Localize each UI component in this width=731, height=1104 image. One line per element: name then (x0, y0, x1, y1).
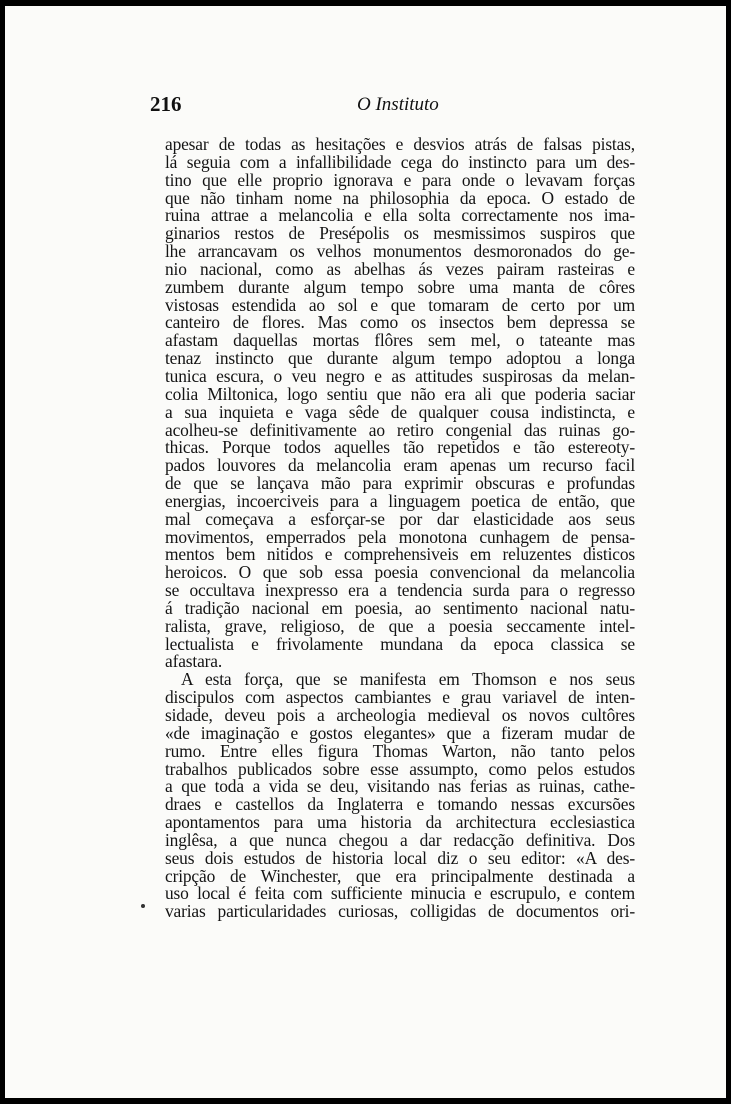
text-line: ralista, grave, religioso, de que a poesia seccamente intel- (165, 615, 635, 636)
text-line: «de imaginação e gostos elegantes» que a fizeram mudar de (165, 722, 635, 743)
text-line: vistosas estendida ao sol e que tomaram de certo por um (165, 294, 635, 315)
text-line: acolheu-se definitivamente ao retiro congenial das ruinas go- (165, 419, 635, 440)
text-line-paragraph-end: afastara. (165, 651, 223, 672)
text-line: seus dois estudos de historia local diz o seu editor: «A des- (165, 847, 635, 868)
text-line: uso local é feita com sufficiente minucia e escrupulo, e contem (165, 883, 635, 904)
text-line: se occultava inexpresso era a tendencia surda para o regresso (165, 580, 635, 601)
text-line: sidade, deveu pois a archeologia medieval os novos cultôres (165, 705, 635, 725)
text-line: apesar de todas as hesitações e desvios atrás de falsas pistas, (165, 134, 635, 154)
text-line: discipulos com aspectos cambiantes e grau variavel de inten- (165, 687, 635, 708)
text-line: draes e castellos da Inglaterra e tomando nessas excursões (165, 794, 635, 815)
text-line: heroicos. O que sob essa poesia convencional da melancolia (165, 562, 635, 583)
text-line: que não tinham nome na philosophia da epoca. O estado de (165, 187, 635, 208)
text-line: tino que elle proprio ignorava e para onde o levavam forças (165, 169, 635, 190)
text-line: cripção de Winchester, que era principalmente destinada a (165, 865, 635, 886)
text-line: afastam daquellas mortas flôres sem mel, o tateante mas (165, 330, 635, 351)
body-text (165, 136, 635, 921)
text-line: colia Miltonica, logo sentiu que não era ali que poderia saciar (165, 383, 635, 404)
text-line: ruina attrae a melancolia e ella solta correctamente nos ima- (165, 205, 635, 226)
margin-dot (141, 904, 145, 908)
text-line: mal começava a esforçar-se por dar elasticidade aos seus (165, 508, 635, 529)
text-line: thicas. Porque todos aquelles tão repetidos e tão estereoty- (165, 437, 635, 458)
text-line: á tradição nacional em poesia, ao sentimento nacional natu- (165, 597, 635, 618)
text-line: lhe arrancavam os velhos monumentos desmoronados do ge- (165, 241, 635, 262)
text-line: ginarios restos de Presépolis os mesmissimos suspiros que (165, 223, 635, 244)
page-number: 216 (150, 92, 182, 116)
text-line: rumo. Entre elles figura Thomas Warton, não tanto pelos (165, 740, 635, 761)
text-line: a que toda a vida se deu, visitando nas ferias as ruinas, cathe- (165, 776, 635, 797)
text-line: nio nacional, como as abelhas ás vezes pairam rasteiras e (165, 258, 635, 279)
running-title: O Instituto (357, 94, 439, 115)
text-line: energias, incoerciveis para a linguagem poetica de então, que (165, 490, 635, 511)
text-line: inglêsa, a que nunca chegou a dar redacção definitiva. Dos (165, 829, 635, 850)
text-line: movimentos, emperrados pela monotona cunhagem de pensa- (165, 526, 635, 547)
text-line: lectualista e frivolamente mundana da epoca classica se (165, 633, 635, 654)
text-line: canteiro de flores. Mas como os insectos bem depressa se (165, 312, 635, 333)
text-line: tunica escura, o veu negro e as attitudes suspirosas da melan- (165, 365, 635, 386)
text-line: de que se lançava mão para exprimir obscuras e profundas (165, 473, 635, 494)
text-line: apontamentos para uma historia da architectura ecclesiastica (165, 812, 635, 833)
text-line: lá seguia com a infallibilidade cega do instincto para um des- (165, 151, 635, 172)
text-line: a sua inquieta e vaga sêde de qualquer cousa indistincta, e (165, 401, 635, 422)
text-line: trabalhos publicados sobre esse assumpto, como pelos estudos (165, 758, 635, 779)
text-line-paragraph-start: A esta força, que se manifesta em Thomson e nos seus (181, 669, 635, 690)
text-line: pados louvores da melancolia eram apenas um recurso facil (165, 455, 635, 476)
text-line: varias particularidades curiosas, colligidas de documentos ori- (165, 901, 635, 922)
text-line: mentos bem nitidos e comprehensiveis em reluzentes disticos (165, 544, 635, 565)
text-line: tenaz instincto que durante algum tempo adoptou a longa (165, 348, 635, 369)
text-line: zumbem durante algum tempo sobre uma manta de côres (165, 276, 635, 297)
